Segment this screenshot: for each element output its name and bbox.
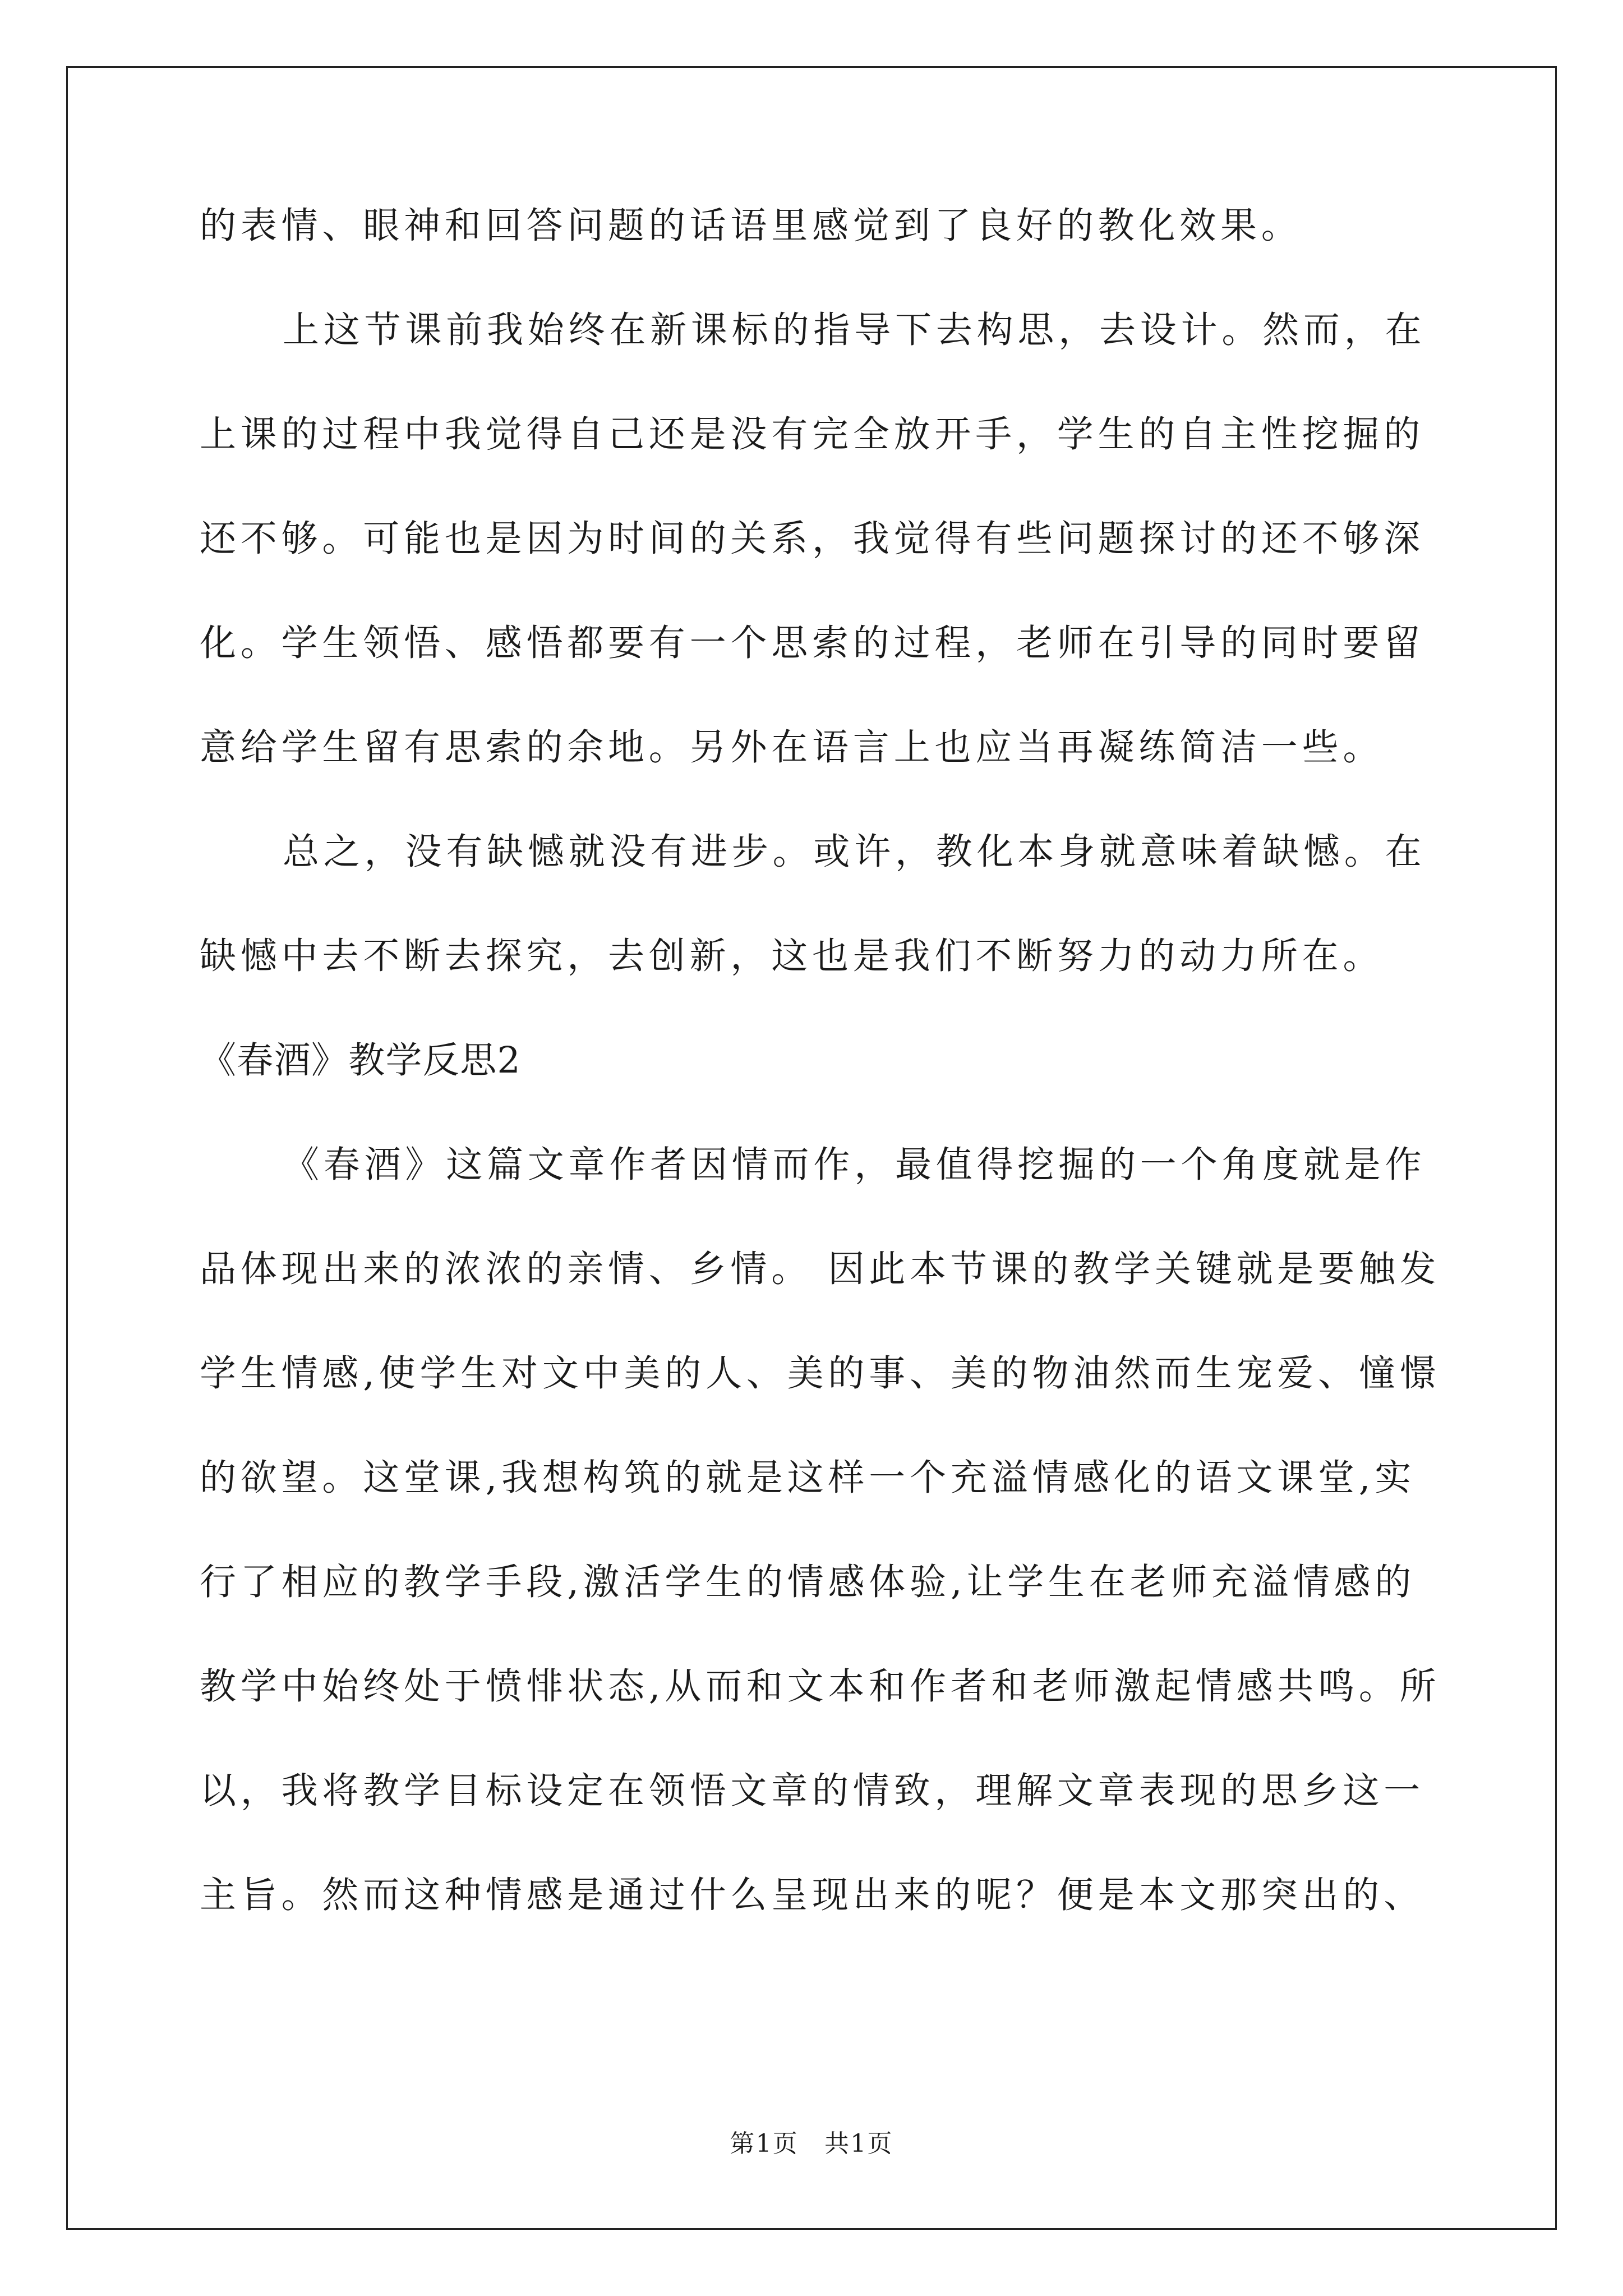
paragraph-line: 缺憾中去不断去探究，去创新，这也是我们不断努力的动力所在。 [200, 935, 1384, 977]
paragraph-line: 上这节课前我始终在新课标的指导下去构思，去设计。然而，在 [283, 309, 1426, 351]
page-footer: 第1页 共1页 [730, 2129, 893, 2158]
paragraph-line: 以，我将教学目标设定在领悟文章的情致，理解文章表现的思乡这一 [200, 1770, 1425, 1812]
paragraph-line: 行了相应的教学手段,激活学生的情感体验,让学生在老师充溢情感的 [200, 1561, 1416, 1603]
section-heading: 《春酒》教学反思2 [200, 1039, 522, 1082]
paragraph-line: 的欲望。这堂课,我想构筑的就是这样一个充溢情感化的语文课堂,实 [200, 1457, 1416, 1499]
document-body [200, 205, 1441, 1916]
paragraph-line: 《春酒》这篇文章作者因情而作，最值得挖掘的一个角度就是作 [283, 1144, 1426, 1186]
paragraph-line: 品体现出来的浓浓的亲情、乡情。 因此本节课的教学关键就是要触发 [200, 1248, 1441, 1290]
paragraph-line: 还不够。可能也是因为时间的关系，我觉得有些问题探讨的还不够深 [200, 518, 1425, 560]
paragraph-line: 教学中始终处于愤悱状态,从而和文本和作者和老师激起情感共鸣。所 [200, 1665, 1441, 1708]
paragraph-line: 总之，没有缺憾就没有进步。或许，教化本身就意味着缺憾。在 [283, 831, 1426, 873]
paragraph-line: 主旨。然而这种情感是通过什么呈现出来的呢？便是本文那突出的、 [200, 1874, 1425, 1916]
paragraph-line: 的表情、眼神和回答问题的话语里感觉到了良好的教化效果。 [200, 205, 1302, 247]
paragraph-line: 学生情感,使学生对文中美的人、美的事、美的物油然而生宠爱、憧憬 [200, 1352, 1441, 1395]
paragraph-line: 意给学生留有思索的余地。另外在语言上也应当再凝练简洁一些。 [200, 726, 1384, 769]
paragraph-line: 上课的过程中我觉得自己还是没有完全放开手，学生的自主性挖掘的 [200, 413, 1425, 455]
paragraph-line: 化。学生领悟、感悟都要有一个思索的过程，老师在引导的同时要留 [200, 622, 1425, 664]
